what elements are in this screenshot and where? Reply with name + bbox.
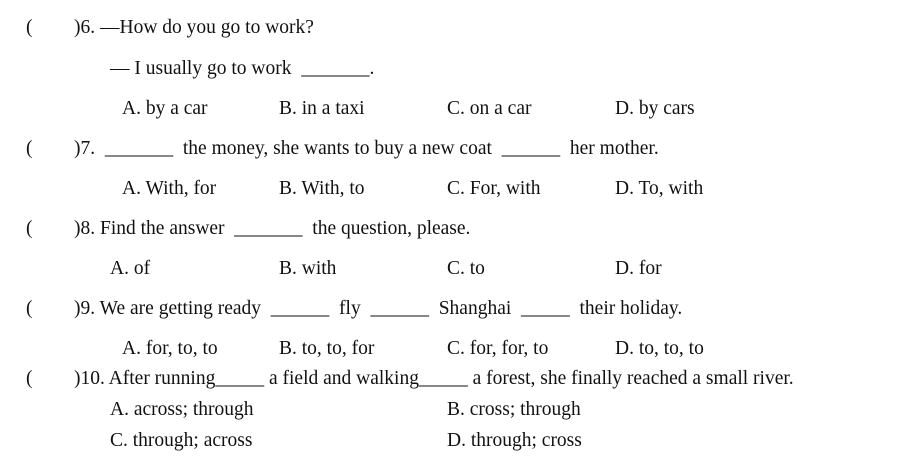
q6-stem: )6. —How do you go to work? xyxy=(74,17,314,38)
q9-option-d: D. to, to, to xyxy=(615,338,704,359)
q8-paren: ( xyxy=(26,218,33,239)
q6-option-c: C. on a car xyxy=(447,98,532,119)
q10-option-a: A. across; through xyxy=(110,399,254,420)
q8-option-b: B. with xyxy=(279,258,337,279)
q7-option-b: B. With, to xyxy=(279,178,365,199)
q10-option-d: D. through; cross xyxy=(447,430,582,451)
q6-option-b: B. in a taxi xyxy=(279,98,365,119)
q7-paren: ( xyxy=(26,138,33,159)
q8-option-d: D. for xyxy=(615,258,662,279)
q10-option-b: B. cross; through xyxy=(447,399,581,420)
q6-paren: ( xyxy=(26,17,33,38)
q7-option-a: A. With, for xyxy=(122,178,217,199)
q8-option-c: C. to xyxy=(447,258,485,279)
q9-option-a: A. for, to, to xyxy=(122,338,218,359)
q6-option-a: A. by a car xyxy=(122,98,208,119)
q9-paren: ( xyxy=(26,298,33,319)
q6-option-d: D. by cars xyxy=(615,98,695,119)
q9-option-c: C. for, for, to xyxy=(447,338,549,359)
q10-paren: ( xyxy=(26,368,33,389)
q9-stem: )9. We are getting ready ______ fly ______ Shanghai _____ their holiday. xyxy=(74,298,683,319)
q7-option-d: D. To, with xyxy=(615,178,704,199)
q8-stem: )8. Find the answer _______ the question, please. xyxy=(74,218,471,239)
q10-stem: )10. After running_____ a field and walking_____ a forest, she finally reached a small river. xyxy=(74,368,794,389)
q8-option-a: A. of xyxy=(110,258,151,279)
q7-option-c: C. For, with xyxy=(447,178,541,199)
q9-option-b: B. to, to, for xyxy=(279,338,375,359)
q6-reply: — I usually go to work _______. xyxy=(110,58,375,79)
q7-stem: )7. _______ the money, she wants to buy a new coat ______ her mother. xyxy=(74,138,659,159)
q10-option-c: C. through; across xyxy=(110,430,253,451)
